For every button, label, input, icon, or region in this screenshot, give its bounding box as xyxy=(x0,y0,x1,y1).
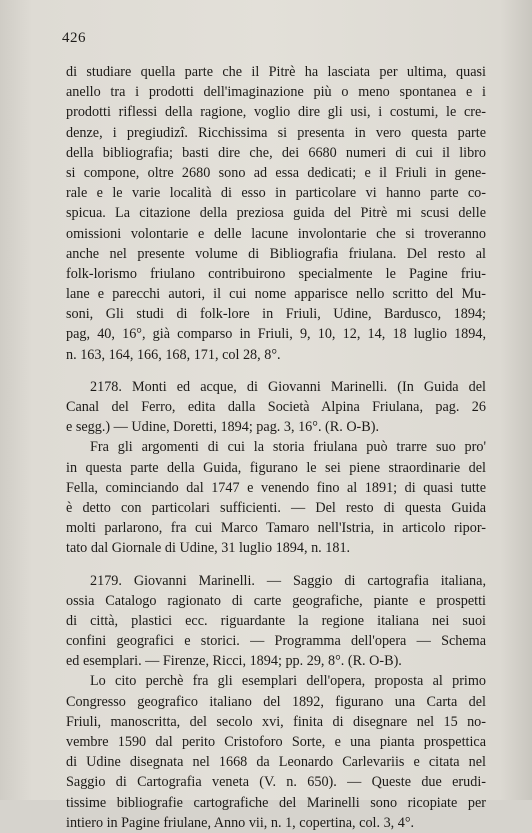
text-line: anche nel presente volume di Bibliografia friulana. Del resto al xyxy=(66,245,486,262)
text-line: Congresso geografico italiano del 1892, figurano una Carta del xyxy=(66,693,486,710)
text-line: spicua. La citazione della preziosa guida del Pitrè mi scusi delle xyxy=(66,205,486,222)
text-line: Canal del Ferro, edita dalla Società Alpina Friulana, pag. 26 xyxy=(66,399,486,415)
text-line: n. 163, 164, 166, 168, 171, col 28, 8°. xyxy=(66,346,281,363)
text-line: intiero in Pagine friulane, Anno vii, n. 1, copertina, col. 3, 4°. xyxy=(66,814,415,831)
text-line: di Udine disegnata nel 1668 da Leonardo Carlevariis e citata nel xyxy=(66,754,486,771)
text-line: Saggio di Cartografia veneta (V. n. 650). — Queste due erudi- xyxy=(66,774,486,791)
text-line: si compone, oltre 2680 sono ad essa dedicati; e il Friuli in gene- xyxy=(66,164,486,181)
text-line: in questa parte della Guida, figurano le sei piene straordinarie del xyxy=(66,459,486,476)
text-line: omissioni volontarie e delle lacune involontarie che si troveranno xyxy=(66,225,486,242)
text-line: pag, 40, 16°, già comparso in Friuli, 9, 10, 12, 14, 18 luglio 1894, xyxy=(66,326,486,343)
text-line: ed esemplari. — Firenze, Ricci, 1894; pp. 29, 8°. (R. O-B). xyxy=(66,653,402,670)
text-line: della bibliografia; basti dire che, dei 6680 numeri di cui il libro xyxy=(66,144,486,161)
text-line: Lo cito perchè fra gli esemplari dell'opera, proposta al primo xyxy=(90,673,486,690)
text-line: rale e le varie località di esso in particolare vi hanno parte co- xyxy=(66,185,486,202)
entry-2178-heading: 2178. Monti ed acque, di Giovanni Marinelli. (In Guida del xyxy=(90,378,486,395)
page-number: 426 xyxy=(62,30,86,46)
page-text xyxy=(66,62,486,833)
entry-2179-heading: 2179. Giovanni Marinelli. — Saggio di cartografia italiana, xyxy=(90,572,486,589)
text-line: Fella, cominciando dal 1747 e venendo fino al 1891; di quasi tutte xyxy=(66,479,486,496)
text-line: ossia Catalogo ragionato di carte geografiche, piante e prospetti xyxy=(66,592,486,609)
text-line: anello tra i prodotti dell'imaginazione più o meno spontanea e i xyxy=(66,84,486,101)
text-line: e segg.) — Udine, Doretti, 1894; pag. 3, 16°. (R. O-B). xyxy=(66,419,380,436)
text-line: prodotti riflessi della ragione, voglio dire gli usi, i costumi, le cre- xyxy=(66,104,486,121)
text-line: Fra gli argomenti di cui la storia friulana può trarre suo pro' xyxy=(90,439,486,456)
text-line: molti parlarono, fra cui Marco Tamaro nell'Istria, in articolo ripor- xyxy=(66,520,486,537)
text-line: lane e parecchi autori, il cui nome apparisce nello scritto del Mu- xyxy=(66,286,486,303)
text-line: è detto con particolari sufficienti. — Del resto di questa Guida xyxy=(66,499,486,516)
text-line: confini geografici e storici. — Programma dell'opera — Schema xyxy=(66,633,486,650)
text-line: tissime bibliografie cartografiche del Marinelli sono ricopiate per xyxy=(66,794,486,811)
text-line: di studiare quella parte che il Pitrè ha lasciata per ultima, quasi xyxy=(66,64,486,80)
text-line: Friuli, manoscritta, del secolo xvi, finita di disegnare nel 15 no- xyxy=(66,713,486,730)
text-line: tato dal Giornale di Udine, 31 luglio 1894, n. 181. xyxy=(66,540,351,557)
text-line: soni, Gli studi di folk-lore in Friuli, Udine, Bardusco, 1894; xyxy=(66,306,486,323)
text-line: vembre 1590 dal perito Cristoforo Sorte, e una pianta prospettica xyxy=(66,734,486,750)
text-line: denze, i pregiudizî. Ricchissima si presenta in vero questa parte xyxy=(66,124,486,141)
text-line: di città, plastici ecc. riguardante la regione italiana nei suoi xyxy=(66,612,486,629)
text-line: folk-lorismo friulano contribuirono specialmente le Pagine friu- xyxy=(66,265,486,282)
